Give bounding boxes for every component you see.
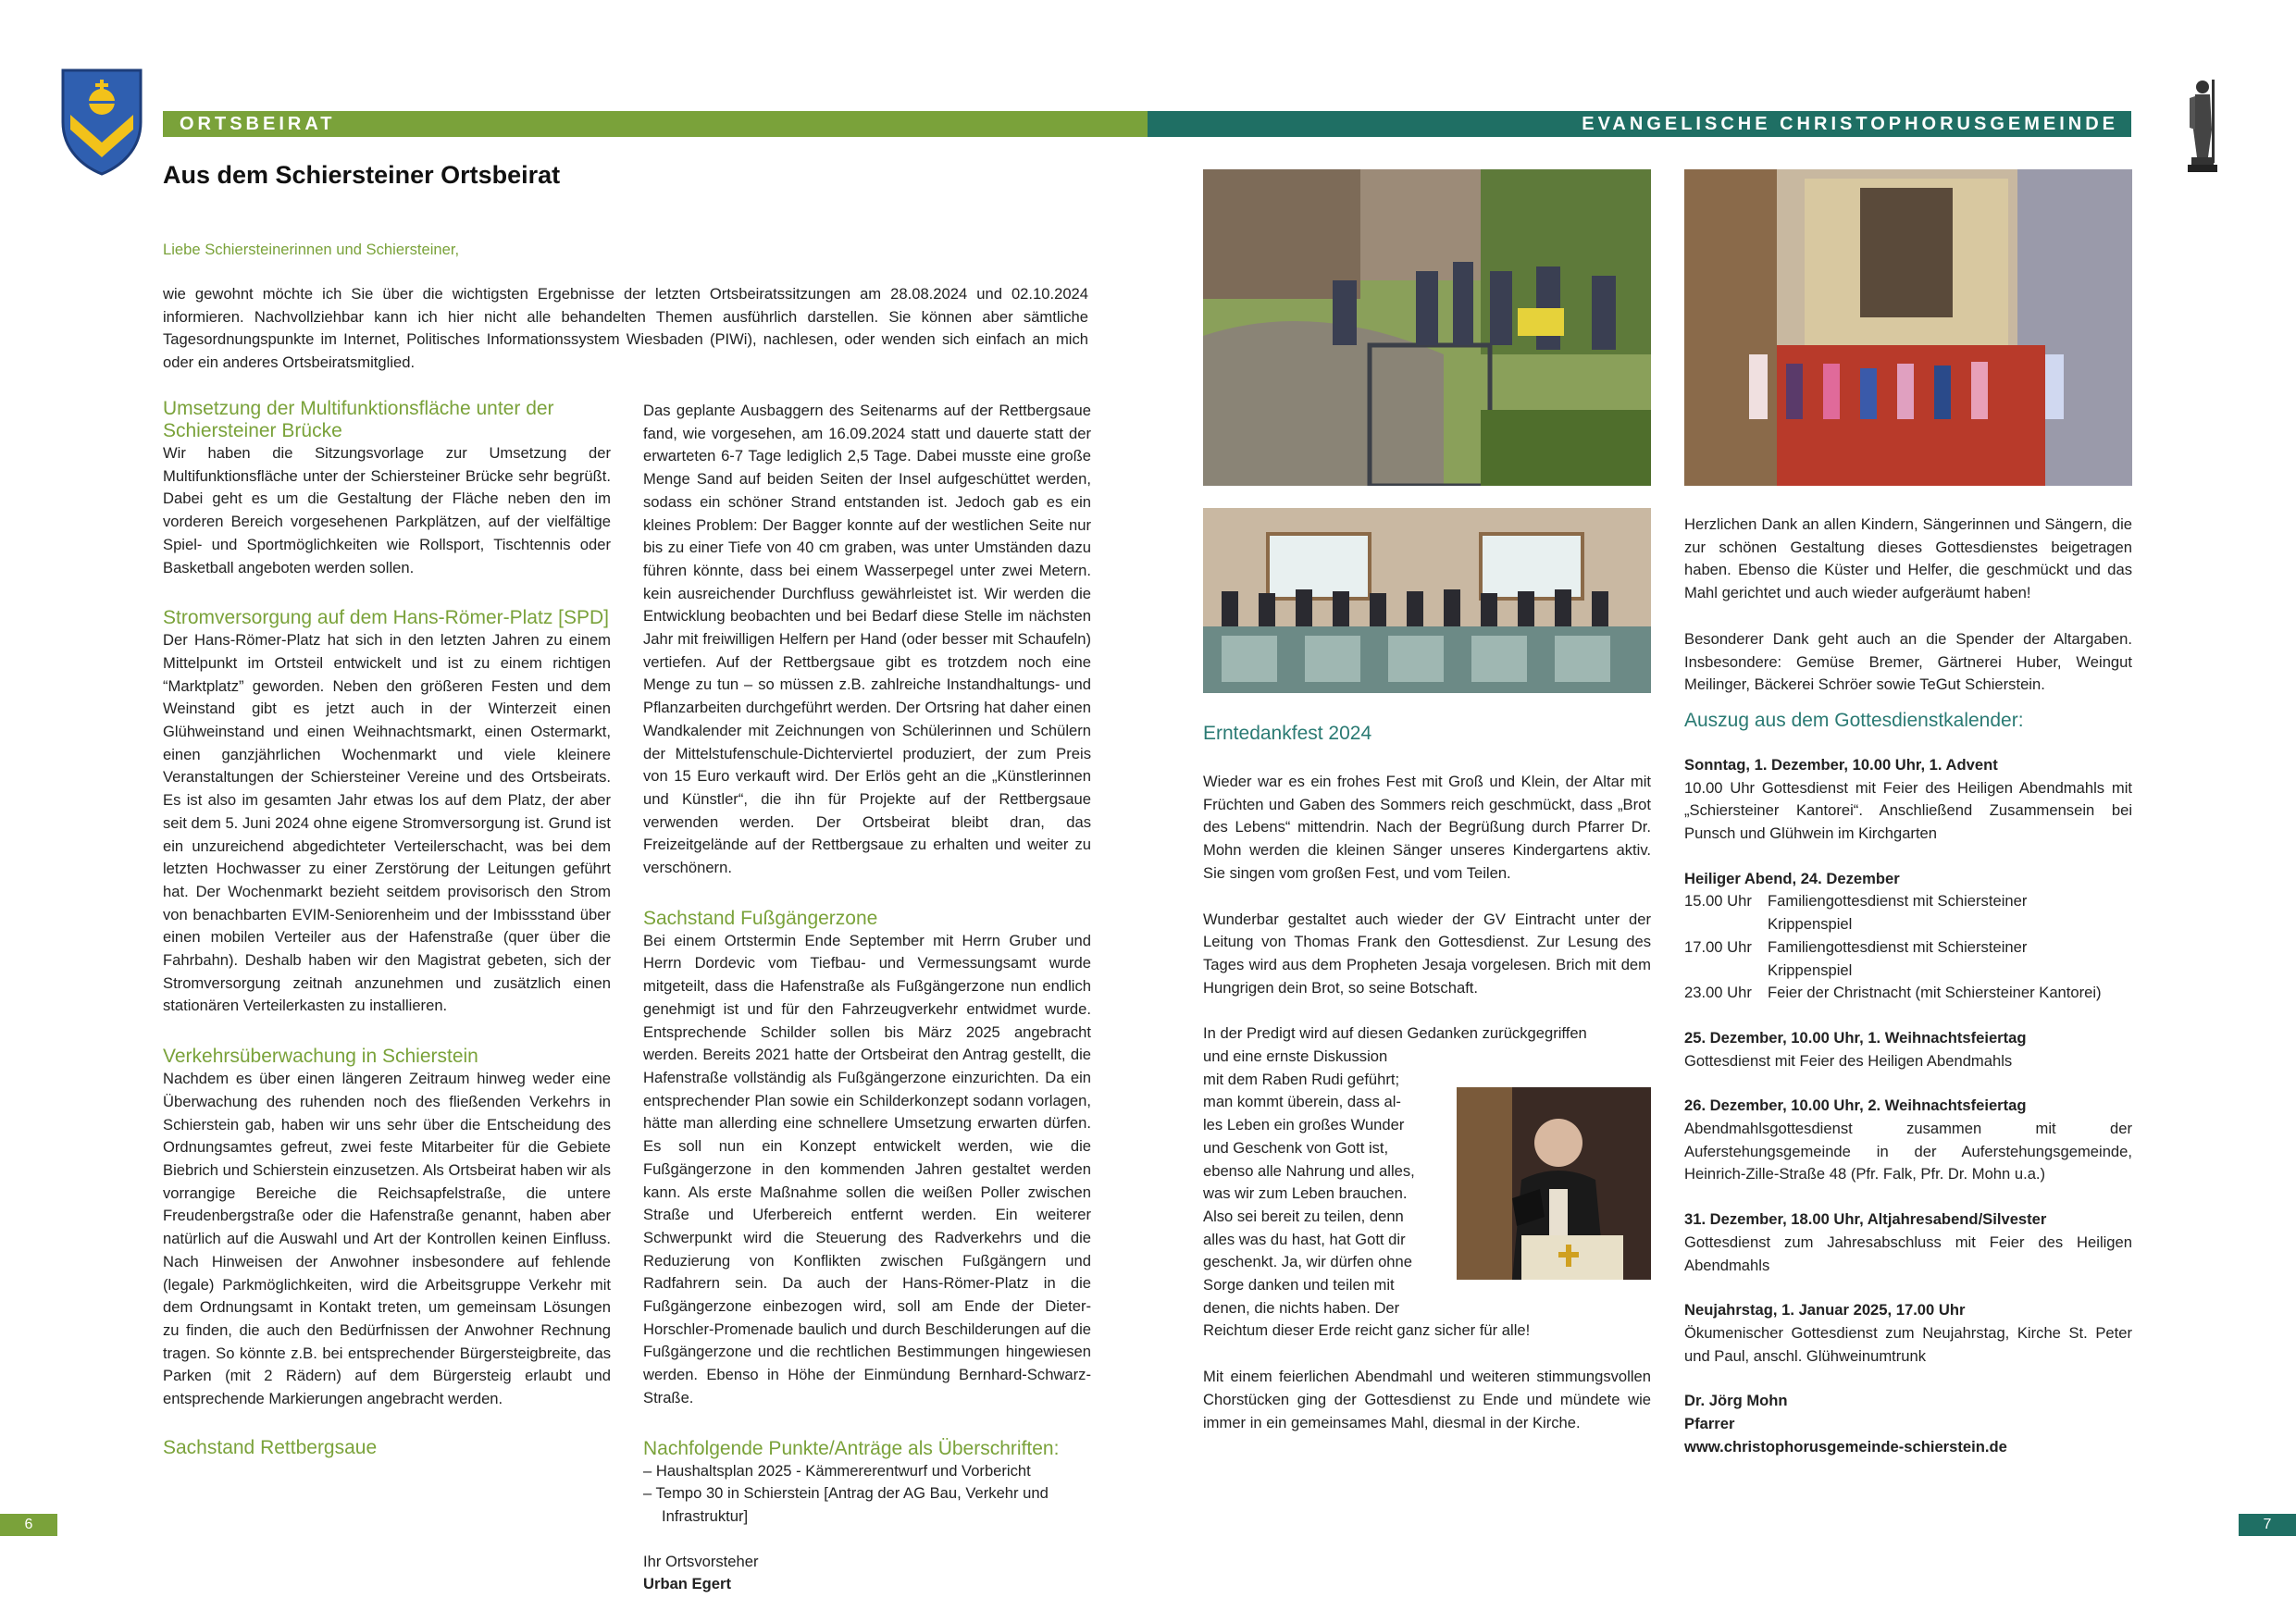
- text-line: les Leben ein großes Wunder: [1203, 1116, 1405, 1134]
- photo-children-altar: [1684, 169, 2132, 486]
- section-heading: Sachstand Rettbergsaue: [163, 1437, 378, 1458]
- fest-paragraph-3-wrap: [1203, 1046, 1439, 1319]
- section-band-ortsbeirat: [163, 111, 1148, 137]
- page-number: 7: [2263, 1517, 2272, 1532]
- signature-name: Urban Egert: [643, 1575, 731, 1593]
- signature-role: Ihr Ortsvorsteher: [643, 1552, 759, 1570]
- text-line: und Geschenk von Gott ist,: [1203, 1138, 1389, 1157]
- event-title: 25. Dezember, 10.00 Uhr, 1. Weihnachtsfeiertag: [1684, 1028, 2027, 1047]
- page-number: 6: [24, 1517, 33, 1532]
- schedule-event: Feier der Christnacht (mit Schiersteiner Kantorei): [1768, 984, 2102, 1002]
- section-heading: Sachstand Fußgängerzone: [643, 907, 878, 929]
- event-text: Gottesdienst mit Feier des Heiligen Abendmahls: [1684, 1051, 2013, 1070]
- schedule-event: Familiengottesdienst mit Schiersteiner Krippenspiel: [1768, 937, 2028, 979]
- text-line: denen, die nichts haben. Der: [1203, 1298, 1400, 1317]
- schedule-time: 15.00 Uhr: [1684, 892, 1752, 911]
- list-item: – Haushaltsplan 2025 - Kämmererentwurf und Vorbericht: [643, 1461, 1031, 1480]
- fest-paragraph-3-lead: In der Predigt wird auf diesen Gedanken zurückgegriffen: [1203, 1024, 1587, 1043]
- fest-paragraph-1: Wieder war es ein frohes Fest mit Groß und Klein, der Altar mit Früchten und Gaben des Sommers reich geschmückt, dass „Brot des Lebens“ mittendrin. Nach der Begrüßung durch Pfarrer Dr. Mohn werden die kleinen Sänger unseres Kindergartens aktiv. Sie singen vom großen Fest, und vom Teilen.: [1203, 773, 1651, 882]
- photo-erntedank-outdoor: [1203, 169, 1651, 486]
- coat-of-arms-icon: [57, 67, 146, 178]
- greeting: Liebe Schiersteinerinnen und Schiersteiner,: [163, 241, 460, 258]
- heiligabend-schedule: [1684, 890, 2102, 1005]
- band-label: EVANGELISCHE CHRISTOPHORUSGEMEINDE: [1582, 114, 2118, 134]
- event-text: Abendmahlsgottesdienst zusammen mit der Auferstehungsgemeinde in der Auferstehungsgemeinde, Heinrich-Zille-Straße 48 (Pfr. Falk, Pfr. Dr. Mohn u.a.): [1684, 1120, 2132, 1183]
- event-text: Gottesdienst zum Jahresabschluss mit Feier des Heiligen Abendmahls: [1684, 1233, 2132, 1274]
- event-title: 31. Dezember, 18.00 Uhr, Altjahresabend/Silvester: [1684, 1210, 2047, 1229]
- event-title: Heiliger Abend, 24. Dezember: [1684, 869, 1900, 887]
- section-band-gemeinde: [1148, 111, 2131, 137]
- event-title: Sonntag, 1. Dezember, 10.00 Uhr, 1. Advent: [1684, 755, 1998, 774]
- event-text: Ökumenischer Gottesdienst zum Neujahrstag, Kirche St. Peter und Paul, anschl. Glühweinumtrunk: [1684, 1323, 2132, 1365]
- text-line: was wir zum Leben brauchen.: [1203, 1184, 1408, 1203]
- text-line: Also sei bereit zu teilen, denn: [1203, 1207, 1404, 1225]
- left-column-1: [163, 398, 611, 1411]
- fest-paragraph-3-tail: Reichtum dieser Erde reicht ganz sicher für alle!: [1203, 1321, 1531, 1340]
- signature-name: Dr. Jörg Mohn: [1684, 1392, 1788, 1410]
- rettbergsaue-text: [163, 1460, 611, 1506]
- text-line: und eine ernste Diskussion: [1203, 1047, 1388, 1066]
- schedule-event: Familiengottesdienst mit Schiersteiner Krippenspiel: [1768, 892, 2028, 934]
- left-column-2-content: [643, 400, 1091, 1596]
- text-line: ebenso alle Nahrung und alles,: [1203, 1161, 1415, 1180]
- event-title: 26. Dezember, 10.00 Uhr, 2. Weihnachtsfeiertag: [1684, 1096, 2027, 1115]
- right-column-b: [1684, 514, 2132, 1459]
- list-item: – Tempo 30 in Schierstein [Antrag der AG Bau, Verkehr und Infrastruktur]: [643, 1484, 1049, 1525]
- page-number-right: [2239, 1514, 2296, 1536]
- event-text: 10.00 Uhr Gottesdienst mit Feier des Heiligen Abendmahls mit „Schiersteiner Kantorei“. Anschließend Zusammensein bei Punsch und Glühwein im Kirchgarten: [1684, 778, 2132, 843]
- band-label: ORTSBEIRAT: [180, 114, 336, 134]
- section-heading: Erntedankfest 2024: [1203, 723, 1372, 744]
- photo-choir-gallery: [1203, 508, 1651, 693]
- section-heading: Umsetzung der Multifunktionsfläche unter der Schiersteiner Brücke: [163, 398, 554, 441]
- intro-paragraph: wie gewohnt möchte ich Sie über die wichtigsten Ergebnisse der letzten Ortsbeiratssitzungen am 28.08.2024 und 02.10.2024 informieren. Nachvollziehbar kann ich hier nicht alle behandelten Themen ausführlich darstellen. Sie können aber sämtliche Tagesordnungspunkte im Internet, Politisches Informationssystem Wiesbaden (PIWi), nachlesen, oder wenden sich einfach an mich oder ein anderes Ortsbeiratsmitglied.: [163, 285, 1088, 372]
- section-text: Wir haben die Sitzungsvorlage zur Umsetzung der Multifunktionsfläche unter der Schiersteiner Brücke sehr begrüßt. Dabei geht es um die Gestaltung der Fläche neben den im vorderen Bereich vorgesehenen Parkplätzen, auf der vielfältige Spiel- und Sportmöglichkeiten wie Rollsport, Tischtennis oder Basketball angeboten werden sollen.: [163, 444, 611, 576]
- page-title: Aus dem Schiersteiner Ortsbeirat: [163, 161, 561, 189]
- schedule-time: 17.00 Uhr: [1684, 937, 1752, 956]
- section-heading: Stromversorgung auf dem Hans-Römer-Platz [SPD]: [163, 607, 610, 629]
- right-column-a: [1203, 723, 1651, 1434]
- christophorus-statue-icon: [2180, 74, 2223, 176]
- left-column-1-bottom: [163, 1437, 611, 1459]
- page-number-left: [0, 1514, 57, 1536]
- agenda-list: [643, 1460, 1091, 1529]
- text-line: alles was du hast, hat Gott dir: [1203, 1230, 1406, 1248]
- thanks-paragraph-1: Herzlichen Dank an allen Kindern, Sängerinnen und Sängern, die zur schönen Gestaltung dieses Gottesdienstes beigetragen haben. Ebenso die Küster und Helfer, die geschmückt und das Mahl gerichtet und auch wieder aufgeräumt haben!: [1684, 515, 2132, 602]
- signature-role: Pfarrer: [1684, 1415, 1735, 1433]
- schedule-row: [1684, 982, 2102, 1005]
- section-text: Das geplante Ausbaggern des Seitenarms auf der Rettbergsaue fand, wie vorgesehen, am 16.09.2024 statt und dauerte statt der erwarteten 6-7 Tage lediglich 2,5 Tage. Dabei musste eine große Menge Sand auf beiden Seiten der Insel aufgeschüttet werden, sodass ein schöner Strand entstanden ist. Jedoch gab es ein kleines Problem: Der Bagger konnte auf der westlichen Seite nur bis zu einer Tiefe von 40 cm graben, was unter Umständen dazu führen könnte, dass bei einem Wasserpegel unter zwei Metern. kein ausreichender Durchfluss gewährleistet ist. Wir werden die Entwicklung beobachten und bei Bedarf diese Stelle im nächsten Jahr mit freiwilligen Helfern per Hand (oder besser mit Schaufeln) vertiefen. Auf der Rettbergsaue gibt es trotzdem noch eine Menge zu tun – so müssen z.B. zahlreiche Instandhaltungs- und Pflanzarbeiten durchgeführt werden. Der Ortsring hat daher einen Wandkalender mit Zeichnungen von Schülerinnen und Schülern der Mittelstufenschule-Dichterviertel produziert, der zum Preis von 15 Euro verkauft wird. Der Erlös geht an die „Künstlerinnen und Künstler“, die ihn für Projekte auf der Rettbergsaue verwenden werden. Der Ortsbeirat bleibt dran, das Freizeitgelände auf der Rettbergsaue zu erhalten und weiter zu verschönern.: [643, 402, 1091, 877]
- section-heading: Verkehrsüberwachung in Schierstein: [163, 1046, 478, 1068]
- text-line: mit dem Raben Rudi geführt;: [1203, 1070, 1400, 1088]
- event-title: Neujahrstag, 1. Januar 2025, 17.00 Uhr: [1684, 1301, 1966, 1319]
- text-line: Sorge danken und teilen mit: [1203, 1276, 1395, 1295]
- schedule-time: 23.00 Uhr: [1684, 984, 1752, 1002]
- section-text: Der Hans-Römer-Platz hat sich in den letzten Jahren zu einem Mittelpunkt im Ortsteil entwickelt und ist zu einem richtigen “Marktplatz” geworden. Neben den größeren Festen und dem Weinstand gibt es jetzt auch in der Winterzeit einen Glühweinstand und einen Weihnachtsmarkt, einen Ostermarkt, einen ganzjährlichen Wochenmarkt und viele kleinere Veranstaltungen der Schiersteiner Vereine und des Ortsbeirats. Es ist also im gesamten Jahr etwas los auf dem Platz, der aber seit dem 5. Juni 2024 ohne eigene Stromversorgung ist. Grund ist ein unzureichend abgedichteter Verteilerschacht, was bei dem letzten Hochwasser zu einer Zerstörung der Leitungen geführt hat. Der Wochenmarkt bezieht seitdem provisorisch den Strom von benachbarten EVIM-Seniorenheim und der Imbissstand über einen mobilen Verteiler aus der Hafenstraße (quer über die Fahrbahn). Deshalb haben wir den Magistrat gebeten, sich der Stromversorgung zeitnah anzunehmen und zusätzlich einen stationären Verteilerkasten zu installieren.: [163, 631, 611, 1015]
- section-text: Bei einem Ortstermin Ende September mit Herrn Gruber und Herrn Dordevic vom Tiefbau- und Vermessungsamt wurde mitgeteilt, dass die Hafenstraße als Fußgängerzone nun endlich genehmigt ist und für den Fahrzeugverkehr entwidmet wurde. Entsprechende Schilder sollen bis März 2025 angebracht werden. Bereits 2021 hatte der Ortsbeirat den Antrag gestellt, die Hafenstraße vollständig als Fußgängerzone einzurichten. Da ein entsprechender Plan sowie ein Schilderkonzept sodann vorlagen, hätte man allerding eine schnellere Umsetzung erwarten dürfen. Es soll nun ein Konzept entwickelt werden, wie die Fußgängerzone in den kommenden Jahren gestaltet werden kann. Als erste Maßnahme sollen die weißen Poller zwischen Straße und Uferbereich entfernt werden. Ein weiterer Schwerpunkt wird die Steuerung des Radverkehrs und die Reduzierung von Konflikten zwischen Fußgängern und Radfahrern sein. Da auch der Hans-Römer-Platz in die Fußgängerzone einbezogen wird, soll am Ende der Dieter-Horschler-Promenade baulich und durch Beschilderungen auf die Fußgängerzone und die rechtlichen Bestimmungen hingewiesen werden. Ebenso in Höhe der Einmündung Bernhard-Schwarz-Straße.: [643, 931, 1091, 1406]
- schedule-row: [1684, 936, 2102, 982]
- text-line: man kommt überein, dass al-: [1203, 1093, 1401, 1111]
- section-heading: Nachfolgende Punkte/Anträge als Überschriften:: [643, 1437, 1060, 1459]
- fest-paragraph-2: Wunderbar gestaltet auch wieder der GV Eintracht unter der Leitung von Thomas Frank den Gottesdienst. Zur Lesung des Tages wird aus dem Propheten Jesaja vorgelesen. Brich mit dem Hungrigen dein Brot, so seine Botschaft.: [1203, 910, 1651, 997]
- section-heading: Auszug aus dem Gottesdienstkalender:: [1684, 709, 2024, 731]
- fest-paragraph-4: Mit einem feierlichen Abendmahl und weiteren stimmungsvollen Chorstücken ging der Gottesdienst zu Ende und mündete wie immer in ein gemeinsames Mahl, diesmal in der Kirche.: [1203, 1368, 1651, 1431]
- thanks-paragraph-2: Besonderer Dank geht auch an die Spender der Altargaben. Insbesondere: Gemüse Bremer, Gärtnerei Huber, Weingut Meilinger, Bäckerei Schröer sowie TeGut Schierstein.: [1684, 629, 2132, 694]
- text-line: geschenkt. Ja, wir dürfen ohne: [1203, 1253, 1412, 1271]
- website-link[interactable]: www.christophorusgemeinde-schierstein.de: [1684, 1437, 2007, 1456]
- schedule-row: [1684, 890, 2102, 935]
- section-text: Nachdem es über einen längeren Zeitraum hinweg weder eine Überwachung des ruhenden noch des fließenden Verkehrs in Schierstein gab, haben wir uns sehr über die Entscheidung des Ordnungsamtes gefreut, zwei feste Mitarbeiter für die Gebiete Biebrich und Schierstein einzusetzen. Als Ortsbeirat haben wir als vorrangige Bereiche die Reichsapfelstraße, die untere Freudenbergstraße oder die Hafenstraße genannt, haben aber natürlich auf die Auswahl und Art der Kontrollen keinen Einfluss. Nach Hinweisen der Anwohner insbesondere auf fehlende (legale) Parkmöglichkeiten, wird die Arbeitsgruppe Verkehr mit dem Ordnungsamt in Kontakt treten, um gemeinsam Lösungen zu finden, die auch den Bedürfnissen der Anwohner Rechnung tragen. So könnte z.B. bei entsprechender Bürgersteigbreite, das Parken (mit 2 Rädern) auf dem Bürgersteig erlaubt und entsprechende Markierungen angebracht werden.: [163, 1070, 611, 1408]
